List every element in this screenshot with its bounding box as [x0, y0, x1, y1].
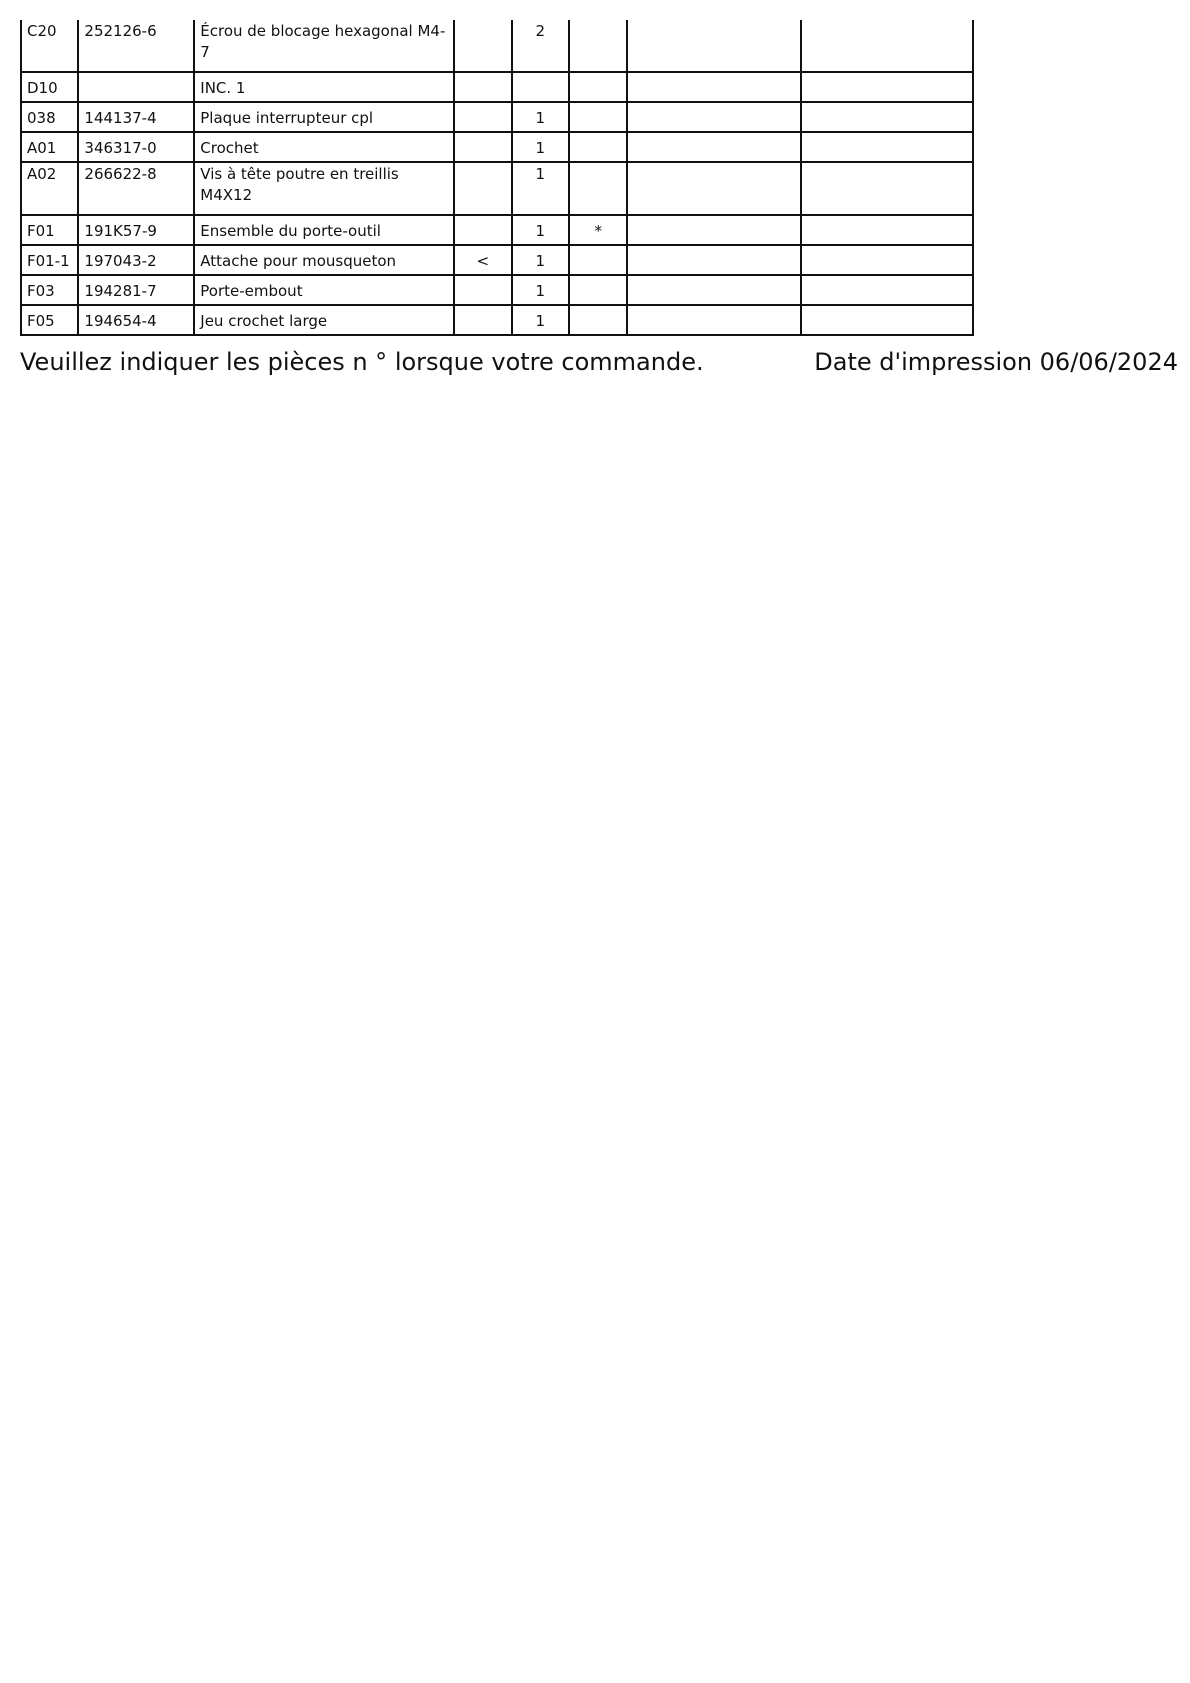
description-cell: Ensemble du porte-outil [194, 215, 454, 245]
table-row [21, 275, 973, 305]
item-number-cell: A02 [21, 162, 78, 215]
table-row [21, 215, 973, 245]
table-row [21, 72, 973, 102]
description-cell: Crochet [194, 132, 454, 162]
empty-cell [627, 102, 800, 132]
part-number-cell [78, 72, 194, 102]
item-number-cell: C20 [21, 20, 78, 72]
part-number-cell: 194281-7 [78, 275, 194, 305]
quantity-cell: 2 [512, 20, 569, 72]
note-cell [569, 275, 627, 305]
empty-cell [627, 132, 800, 162]
mark-cell: < [454, 245, 511, 275]
quantity-cell [512, 72, 569, 102]
empty-cell [627, 245, 800, 275]
part-number-cell: 252126-6 [78, 20, 194, 72]
empty-cell [801, 132, 973, 162]
part-number-cell: 266622-8 [78, 162, 194, 215]
empty-cell [801, 215, 973, 245]
empty-cell [801, 245, 973, 275]
empty-cell [801, 72, 973, 102]
part-number-cell: 191K57-9 [78, 215, 194, 245]
empty-cell [801, 102, 973, 132]
empty-cell [627, 72, 800, 102]
quantity-cell: 1 [512, 275, 569, 305]
note-cell [569, 305, 627, 335]
description-cell: Porte-embout [194, 275, 454, 305]
item-number-cell: F05 [21, 305, 78, 335]
mark-cell [454, 305, 511, 335]
part-number-cell: 346317-0 [78, 132, 194, 162]
description-cell: Vis à tête poutre en treillis M4X12 [194, 162, 454, 215]
mark-cell [454, 275, 511, 305]
table-row [21, 20, 973, 72]
note-cell [569, 245, 627, 275]
quantity-cell: 1 [512, 102, 569, 132]
empty-cell [627, 215, 800, 245]
mark-cell [454, 102, 511, 132]
description-cell: Jeu crochet large [194, 305, 454, 335]
quantity-cell: 1 [512, 215, 569, 245]
table-row [21, 245, 973, 275]
description-cell: Attache pour mousqueton [194, 245, 454, 275]
note-cell [569, 72, 627, 102]
empty-cell [801, 305, 973, 335]
part-number-cell: 144137-4 [78, 102, 194, 132]
mark-cell [454, 162, 511, 215]
table-row [21, 132, 973, 162]
empty-cell [627, 305, 800, 335]
parts-table [20, 20, 974, 336]
mark-cell [454, 132, 511, 162]
description-cell: INC. 1 [194, 72, 454, 102]
item-number-cell: D10 [21, 72, 78, 102]
note-cell [569, 20, 627, 72]
order-instruction: Veuillez indiquer les pièces n ° lorsque votre commande. [20, 348, 704, 376]
description-cell: Écrou de blocage hexagonal M4-7 [194, 20, 454, 72]
empty-cell [801, 162, 973, 215]
table-row [21, 102, 973, 132]
empty-cell [801, 275, 973, 305]
description-cell: Plaque interrupteur cpl [194, 102, 454, 132]
note-cell [569, 132, 627, 162]
empty-cell [801, 20, 973, 72]
mark-cell [454, 72, 511, 102]
item-number-cell: A01 [21, 132, 78, 162]
quantity-cell: 1 [512, 245, 569, 275]
quantity-cell: 1 [512, 305, 569, 335]
quantity-cell: 1 [512, 162, 569, 215]
part-number-cell: 194654-4 [78, 305, 194, 335]
item-number-cell: F01 [21, 215, 78, 245]
empty-cell [627, 20, 800, 72]
note-cell [569, 162, 627, 215]
table-row [21, 305, 973, 335]
empty-cell [627, 162, 800, 215]
item-number-cell: 038 [21, 102, 78, 132]
print-date: Date d'impression 06/06/2024 [814, 348, 1178, 376]
table-row [21, 162, 973, 215]
note-cell [569, 102, 627, 132]
part-number-cell: 197043-2 [78, 245, 194, 275]
empty-cell [627, 275, 800, 305]
mark-cell [454, 20, 511, 72]
item-number-cell: F03 [21, 275, 78, 305]
mark-cell [454, 215, 511, 245]
quantity-cell: 1 [512, 132, 569, 162]
note-cell: * [569, 215, 627, 245]
item-number-cell: F01-1 [21, 245, 78, 275]
